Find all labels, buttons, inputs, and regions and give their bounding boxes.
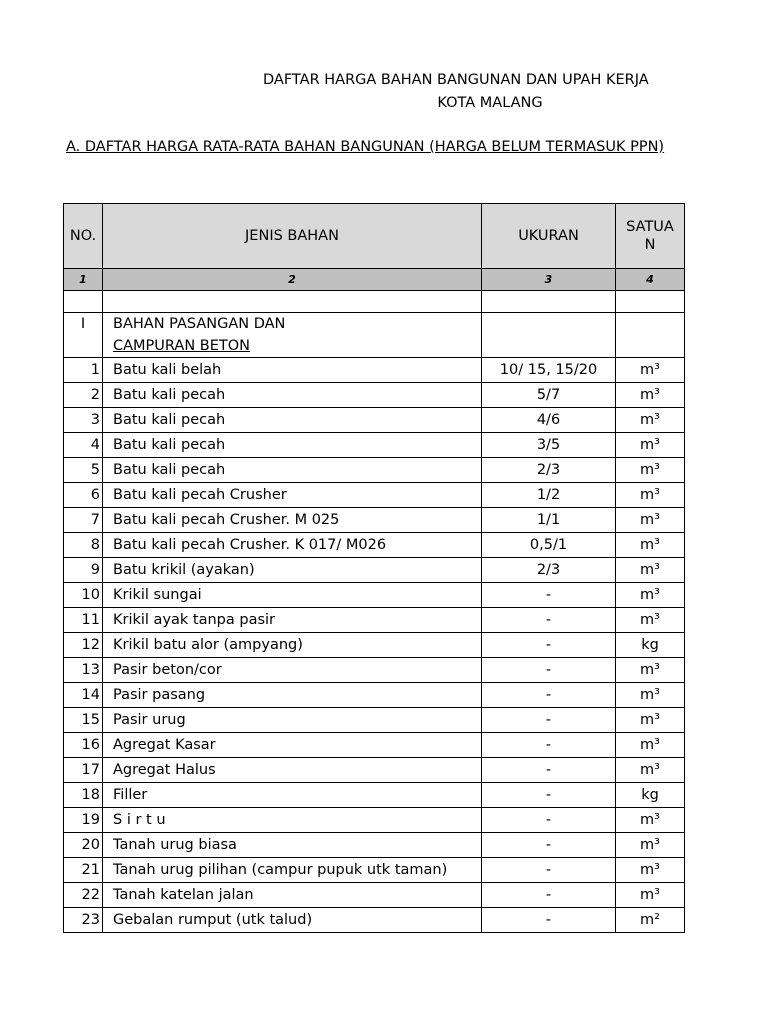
material-name: Filler	[103, 783, 482, 808]
material-size: 0,5/1	[482, 533, 616, 558]
material-name: Pasir beton/cor	[103, 658, 482, 683]
section-number: I	[64, 313, 103, 336]
blank-row	[64, 291, 685, 313]
row-number: 1	[64, 358, 103, 383]
row-number: 7	[64, 508, 103, 533]
table-row	[64, 483, 685, 508]
row-number: 23	[64, 908, 103, 933]
material-unit: m³	[616, 458, 685, 483]
table-row	[64, 533, 685, 558]
material-name: Agregat Halus	[103, 758, 482, 783]
material-unit: m³	[616, 558, 685, 583]
material-unit: m³	[616, 508, 685, 533]
row-number: 6	[64, 483, 103, 508]
table-row	[64, 733, 685, 758]
row-number: 4	[64, 433, 103, 458]
document-header	[0, 0, 685, 170]
section-title: CAMPURAN BETON	[113, 338, 250, 354]
material-size: -	[482, 808, 616, 833]
row-number: 20	[64, 833, 103, 858]
material-size: 1/2	[482, 483, 616, 508]
document-subtitle	[0, 95, 685, 111]
row-number: 3	[64, 408, 103, 433]
row-number: 17	[64, 758, 103, 783]
material-name: Batu kali pecah	[103, 408, 482, 433]
material-size: -	[482, 608, 616, 633]
material-name: Agregat Kasar	[103, 733, 482, 758]
row-number: 18	[64, 783, 103, 808]
material-size: 4/6	[482, 408, 616, 433]
table-row	[64, 783, 685, 808]
row-number: 10	[64, 583, 103, 608]
column-number-row	[64, 269, 685, 291]
material-size: -	[482, 908, 616, 933]
material-unit: m³	[616, 408, 685, 433]
row-number: 8	[64, 533, 103, 558]
material-unit: m³	[616, 433, 685, 458]
column-header-satuan: SATUA N	[616, 204, 685, 269]
row-number: 14	[64, 683, 103, 708]
table-row	[64, 658, 685, 683]
table-row	[64, 408, 685, 433]
column-number: 3	[482, 269, 616, 291]
material-unit: m³	[616, 608, 685, 633]
material-unit: m³	[616, 583, 685, 608]
row-number: 16	[64, 733, 103, 758]
material-unit: m³	[616, 758, 685, 783]
material-size: -	[482, 683, 616, 708]
material-name: Batu kali pecah Crusher. K 017/ M026	[103, 533, 482, 558]
material-size: 3/5	[482, 433, 616, 458]
table-row	[64, 833, 685, 858]
section-heading: A. DAFTAR HARGA RATA-RATA BAHAN BANGUNAN (HARGA BELUM TERMASUK PPN)	[66, 139, 665, 155]
document-title: DAFTAR HARGA BAHAN BANGUNAN DAN UPAH KERJA	[263, 72, 649, 88]
material-unit: m³	[616, 833, 685, 858]
material-name: Pasir urug	[103, 708, 482, 733]
material-unit: m³	[616, 733, 685, 758]
material-unit: m³	[616, 483, 685, 508]
material-name: Batu kali pecah	[103, 383, 482, 408]
material-unit: kg	[616, 633, 685, 658]
column-number: 1	[64, 269, 103, 291]
material-name: Tanah urug pilihan (campur pupuk utk taman)	[103, 858, 482, 883]
table-row	[64, 383, 685, 408]
material-name: Tanah katelan jalan	[103, 883, 482, 908]
material-size: -	[482, 583, 616, 608]
section-row	[64, 313, 685, 336]
material-unit: m³	[616, 358, 685, 383]
material-name: Batu kali pecah	[103, 433, 482, 458]
table-row	[64, 558, 685, 583]
material-size: -	[482, 633, 616, 658]
row-number: 13	[64, 658, 103, 683]
row-number: 9	[64, 558, 103, 583]
table-row	[64, 458, 685, 483]
table-row	[64, 683, 685, 708]
material-name: Batu kali pecah	[103, 458, 482, 483]
table-row	[64, 583, 685, 608]
section-title: BAHAN PASANGAN DAN	[103, 313, 482, 336]
material-unit: m³	[616, 383, 685, 408]
table-row	[64, 908, 685, 933]
row-number: 2	[64, 383, 103, 408]
row-number: 12	[64, 633, 103, 658]
price-table	[63, 203, 685, 933]
material-size: 10/ 15, 15/20	[482, 358, 616, 383]
material-name: Tanah urug biasa	[103, 833, 482, 858]
material-size: 2/3	[482, 558, 616, 583]
material-name: Krikil batu alor (ampyang)	[103, 633, 482, 658]
table-row	[64, 708, 685, 733]
column-header-no: NO.	[64, 204, 103, 269]
section-row	[64, 335, 685, 358]
row-number: 21	[64, 858, 103, 883]
material-size: -	[482, 883, 616, 908]
material-name: S i r t u	[103, 808, 482, 833]
material-unit: m³	[616, 708, 685, 733]
material-name: Pasir pasang	[103, 683, 482, 708]
material-size: 2/3	[482, 458, 616, 483]
row-number: 15	[64, 708, 103, 733]
material-unit: m³	[616, 883, 685, 908]
material-size: -	[482, 658, 616, 683]
table-row	[64, 858, 685, 883]
material-size: -	[482, 833, 616, 858]
material-unit: m³	[616, 858, 685, 883]
table-row	[64, 608, 685, 633]
material-name: Krikil ayak tanpa pasir	[103, 608, 482, 633]
material-unit: kg	[616, 783, 685, 808]
row-number: 11	[64, 608, 103, 633]
column-header-ukuran: UKURAN	[482, 204, 616, 269]
material-name: Gebalan rumput (utk talud)	[103, 908, 482, 933]
column-header-jenis-bahan: JENIS BAHAN	[103, 204, 482, 269]
material-unit: m³	[616, 658, 685, 683]
table-header-row	[64, 204, 685, 269]
material-size: -	[482, 858, 616, 883]
material-size: 5/7	[482, 383, 616, 408]
table-row	[64, 633, 685, 658]
table-row	[64, 808, 685, 833]
column-number: 2	[103, 269, 482, 291]
material-name: Batu kali pecah Crusher. M 025	[103, 508, 482, 533]
column-number: 4	[616, 269, 685, 291]
row-number: 5	[64, 458, 103, 483]
material-size: -	[482, 758, 616, 783]
material-size: -	[482, 733, 616, 758]
table-row	[64, 883, 685, 908]
row-number: 19	[64, 808, 103, 833]
material-unit: m²	[616, 908, 685, 933]
material-size: 1/1	[482, 508, 616, 533]
city-name: KOTA MALANG	[437, 95, 543, 111]
table-row	[64, 508, 685, 533]
material-name: Batu kali pecah Crusher	[103, 483, 482, 508]
material-name: Krikil sungai	[103, 583, 482, 608]
material-size: -	[482, 783, 616, 808]
material-size: -	[482, 708, 616, 733]
row-number: 22	[64, 883, 103, 908]
table-row	[64, 758, 685, 783]
table-row	[64, 358, 685, 383]
material-unit: m³	[616, 683, 685, 708]
material-name: Batu krikil (ayakan)	[103, 558, 482, 583]
material-unit: m³	[616, 808, 685, 833]
table-row	[64, 433, 685, 458]
material-unit: m³	[616, 533, 685, 558]
material-name: Batu kali belah	[103, 358, 482, 383]
